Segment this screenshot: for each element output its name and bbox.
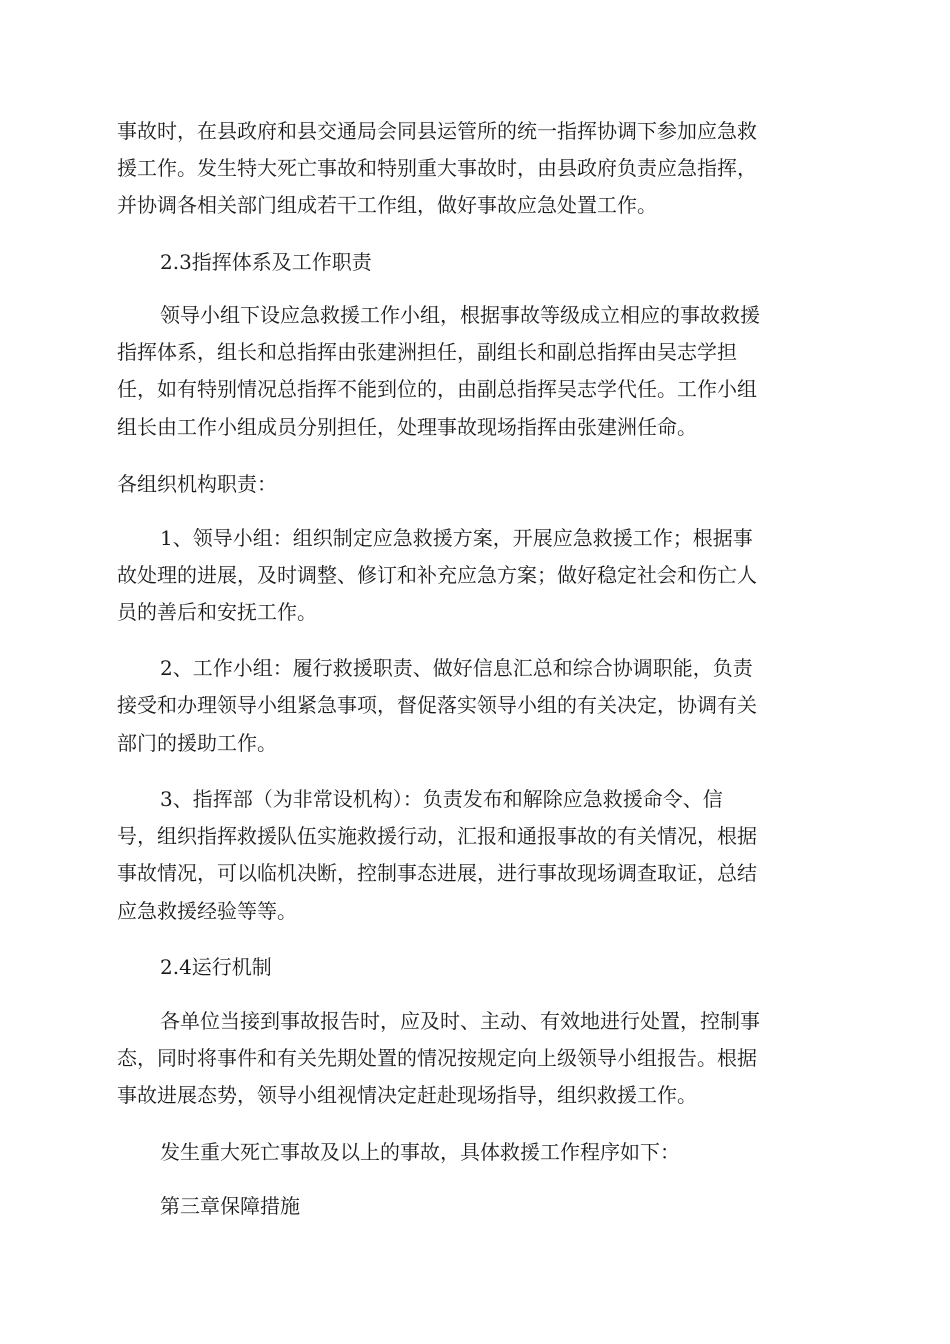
text-line: 事故进展态势，领导小组视情决定赶赴现场指导，组织救援工作。 bbox=[117, 1083, 697, 1107]
text-line: 接受和办理领导小组紧急事项，督促落实领导小组的有关决定，协调有关 bbox=[117, 693, 757, 717]
text-line: 各组织机构职责： bbox=[117, 472, 277, 496]
text-line: 应急救援经验等等。 bbox=[117, 899, 297, 923]
text-line: 组长由工作小组成员分别担任，处理事故现场指挥由张建洲任命。 bbox=[117, 415, 697, 439]
text-line: 任，如有特别情况总指挥不能到位的，由副总指挥吴志学代任。工作小组 bbox=[117, 377, 757, 401]
section-heading: 2.3指挥体系及工作职责 bbox=[160, 250, 372, 274]
chapter-heading: 第三章保障措施 bbox=[160, 1194, 300, 1218]
text-line: 援工作。发生特大死亡事故和特别重大事故时，由县政府负责应急指挥， bbox=[117, 156, 757, 180]
list-item-line: 3、指挥部（为非常设机构）：负责发布和解除应急救援命令、信 bbox=[160, 787, 723, 811]
text-line: 指挥体系，组长和总指挥由张建洲担任，副组长和副总指挥由吴志学担 bbox=[117, 340, 737, 364]
section-heading: 2.4运行机制 bbox=[160, 955, 272, 979]
list-item-line: 1、领导小组：组织制定应急救援方案，开展应急救援工作；根据事 bbox=[160, 526, 753, 550]
text-line: 号，组织指挥救援队伍实施救援行动，汇报和通报事故的有关情况，根据 bbox=[117, 824, 757, 848]
text-line: 发生重大死亡事故及以上的事故，具体救援工作程序如下： bbox=[160, 1140, 680, 1164]
text-line: 部门的援助工作。 bbox=[117, 731, 277, 755]
text-line: 故处理的进展，及时调整、修订和补充应急方案；做好稳定社会和伤亡人 bbox=[117, 563, 757, 587]
text-line: 事故时，在县政府和县交通局会同县运管所的统一指挥协调下参加应急救 bbox=[117, 119, 757, 143]
text-line: 态，同时将事件和有关先期处置的情况按规定向上级领导小组报告。根据 bbox=[117, 1046, 757, 1070]
text-line: 事故情况，可以临机决断，控制事态进展，进行事故现场调查取证，总结 bbox=[117, 861, 757, 885]
text-line: 并协调各相关部门组成若干工作组，做好事故应急处置工作。 bbox=[117, 193, 657, 217]
text-line: 员的善后和安抚工作。 bbox=[117, 600, 317, 624]
list-item-line: 2、工作小组：履行救援职责、做好信息汇总和综合协调职能，负责 bbox=[160, 656, 753, 680]
text-line: 各单位当接到事故报告时，应及时、主动、有效地进行处置，控制事 bbox=[160, 1009, 760, 1033]
text-line: 领导小组下设应急救援工作小组，根据事故等级成立相应的事故救援 bbox=[160, 303, 760, 327]
